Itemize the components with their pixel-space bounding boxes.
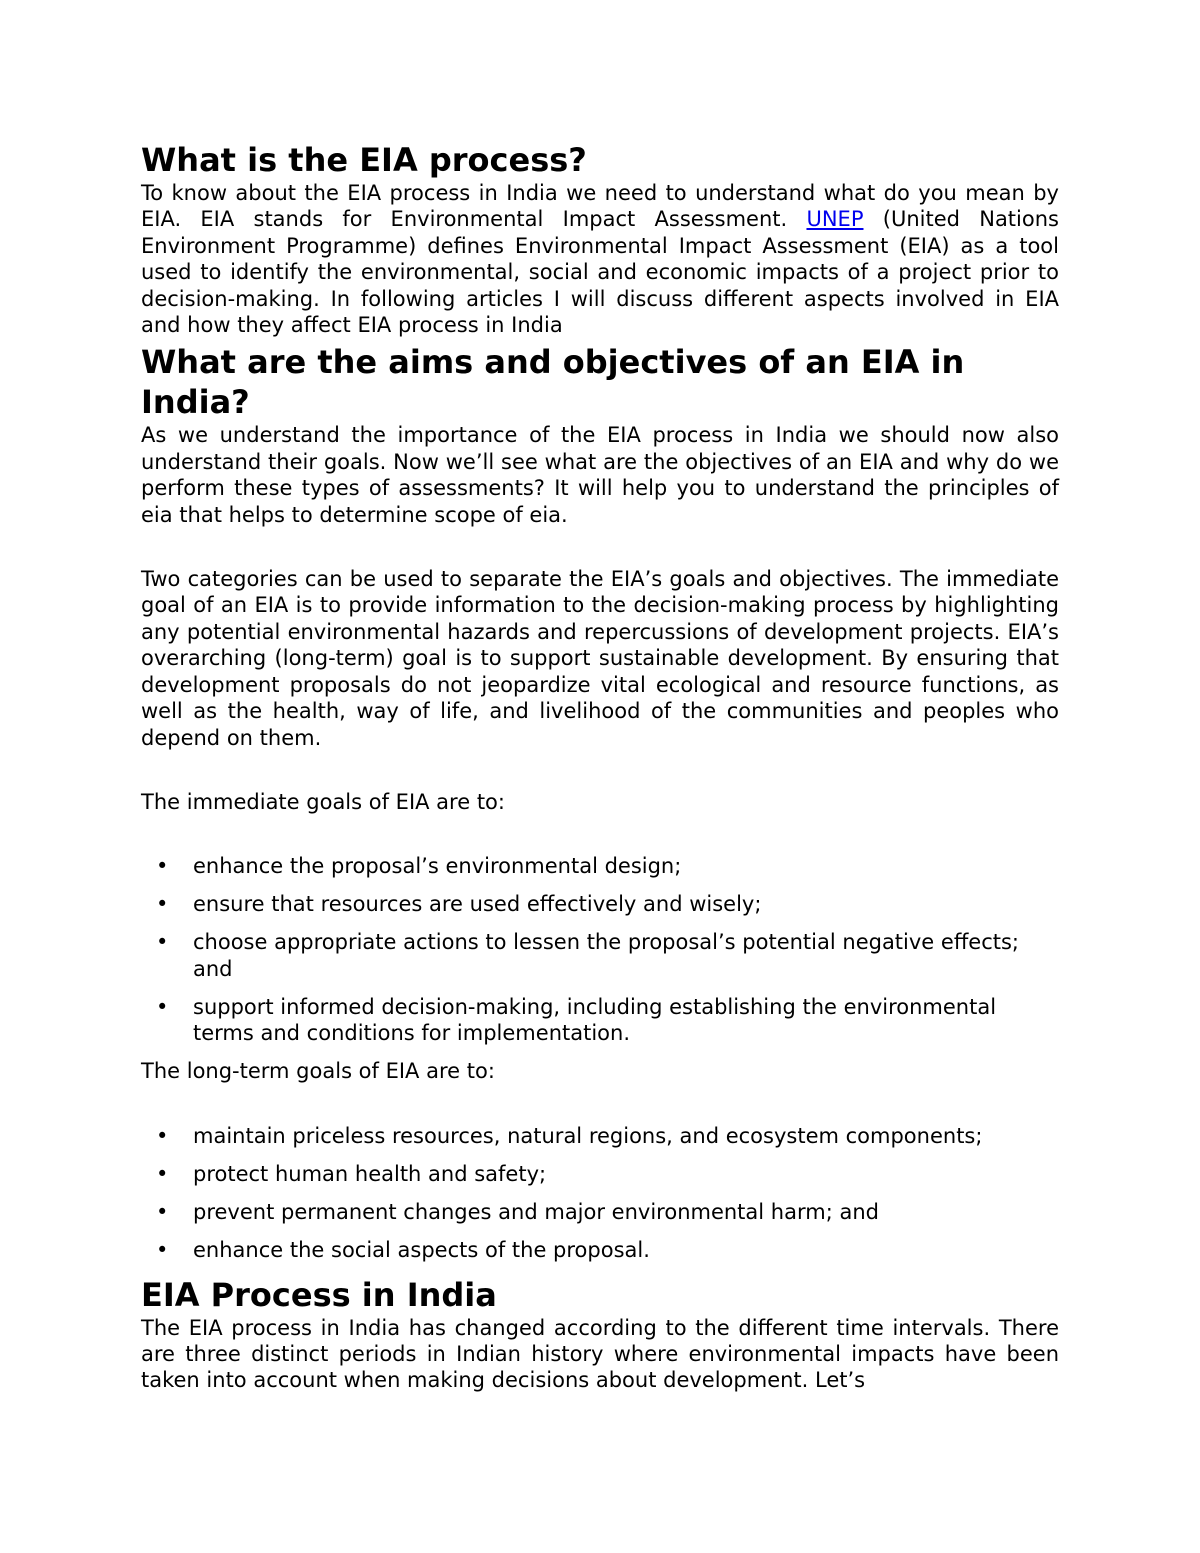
longterm-goals-list bbox=[141, 1123, 1059, 1263]
spacer bbox=[141, 528, 1059, 566]
list-item bbox=[141, 1199, 1059, 1225]
bullet-icon: • bbox=[156, 854, 169, 879]
list-item-text: enhance the social aspects of the proposal. bbox=[193, 1237, 650, 1262]
list-item bbox=[141, 1123, 1059, 1149]
paragraph-importance: As we understand the importance of the EIA process in India we should now also understand their goals. Now we’ll see what are the objectives of an EIA and why do we perform these types of assessments? It will help you to understand the principles of eia that helps to determine scope of eia. bbox=[141, 423, 1059, 527]
immediate-goals-intro: The immediate goals of EIA are to: bbox=[141, 789, 505, 814]
document-page bbox=[141, 138, 1059, 1394]
list-item-text: maintain priceless resources, natural regions, and ecosystem components; bbox=[193, 1123, 983, 1148]
paragraph-text: To know about the EIA process in India we need to understand what do you mean by EIA. EIA stands for Environmental Impact Assessment. bbox=[141, 181, 1059, 232]
bullet-icon: • bbox=[156, 930, 169, 955]
list-item-text: ensure that resources are used effectively and wisely; bbox=[193, 892, 762, 917]
spacer bbox=[141, 1085, 1059, 1123]
paragraph-categories: Two categories can be used to separate the EIA’s goals and objectives. The immediate goal of an EIA is to provide information to the decision-making process by highlighting any potential environmental hazards and repercussions of development projects. EIA’s overarching (long-term) goal is to support sustainable development. By ensuring that development proposals do not jeopardize vital ecological and resource functions, as well as the health, way of life, and livelihood of the communities and peoples who depend on them. bbox=[141, 567, 1059, 750]
bullet-icon: • bbox=[156, 892, 169, 917]
list-item bbox=[141, 1161, 1059, 1187]
heading-what-is-eia: What is the EIA process? bbox=[141, 141, 587, 179]
immediate-goals-list bbox=[141, 853, 1059, 1046]
list-item bbox=[141, 994, 1059, 1047]
list-item-text: prevent permanent changes and major environmental harm; and bbox=[193, 1199, 879, 1224]
heading-aims-objectives: What are the aims and objectives of an EIA in India? bbox=[141, 343, 965, 422]
list-item bbox=[141, 853, 1059, 879]
list-item-text: enhance the proposal’s environmental design; bbox=[193, 854, 682, 879]
spacer bbox=[141, 751, 1059, 789]
list-item-text: protect human health and safety; bbox=[193, 1161, 547, 1186]
list-item bbox=[141, 891, 1059, 917]
spacer bbox=[141, 815, 1059, 853]
list-item bbox=[141, 1237, 1059, 1263]
unep-link[interactable]: UNEP bbox=[806, 207, 864, 232]
list-item bbox=[141, 929, 1059, 982]
bullet-icon: • bbox=[156, 1123, 169, 1148]
paragraph-eia-history: The EIA process in India has changed according to the different time intervals. There are three distinct periods in Indian history where environmental impacts have been taken into account when making decisions about development. Let’s bbox=[141, 1315, 1059, 1393]
longterm-goals-intro: The long-term goals of EIA are to: bbox=[141, 1059, 495, 1084]
bullet-icon: • bbox=[156, 1199, 169, 1224]
bullet-icon: • bbox=[156, 1161, 169, 1186]
bullet-icon: • bbox=[156, 994, 169, 1019]
list-item-text: choose appropriate actions to lessen the proposal’s potential negative effects; and bbox=[193, 930, 1020, 981]
bullet-icon: • bbox=[156, 1237, 169, 1262]
paragraph-text: (United Nations Environment Programme) defines Environmental Impact Assessment (EIA) as a tool used to identify the environmental, social and economic impacts of a project prior to decision-making. In following articles I will discuss different aspects involved in EIA and how they affect EIA process in India bbox=[141, 207, 1059, 338]
paragraph-eia-definition bbox=[141, 180, 1059, 338]
list-item-text: support informed decision-making, including establishing the environmental terms and conditions for implementation. bbox=[193, 994, 997, 1046]
heading-eia-process-india: EIA Process in India bbox=[141, 1275, 497, 1314]
